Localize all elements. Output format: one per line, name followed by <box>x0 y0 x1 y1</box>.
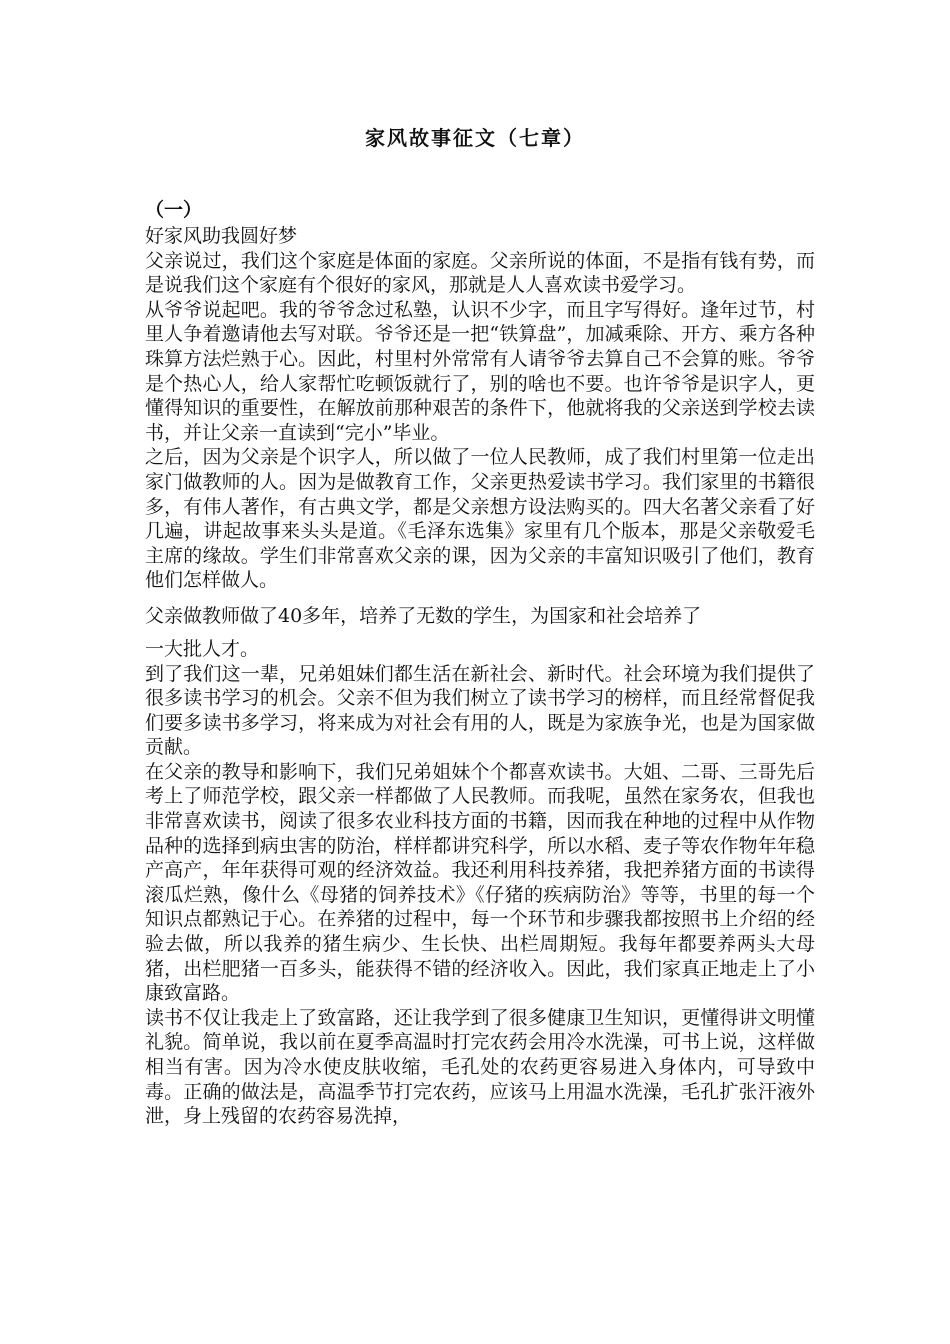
document-title: 家风故事征文（七章） <box>365 126 585 150</box>
paragraph: 到了我们这一辈，兄弟姐妹们都生活在新社会、新时代。社会环境为我们提供了很多读书学习的机会。父亲不但为我们树立了读书学习的榜样，而且经常督促我们要多读书多学习，将来成为对社会有用的人，既是为家族争光，也是为国家做贡献。 <box>145 662 815 759</box>
document-body <box>145 198 815 1129</box>
section-title: 好家风助我圆好梦 <box>145 225 298 247</box>
paragraph: 从爷爷说起吧。我的爷爷念过私塾，认识不少字，而且字写得好。逢年过节，村里人争着邀请他去写对联。爷爷还是一把“铁算盘”，加减乘除、开方、乘方各种珠算方法烂熟于心。因此，村里村外常常有人请爷爷去算自己不会算的账。爷爷是个热心人，给人家帮忙吃顿饭就行了，别的啥也不要。也许爷爷是识字人，更懂得知识的重要性，在解放前那种艰苦的条件下，他就将我的父亲送到学校去读书，并让父亲一直读到“完小”毕业。 <box>145 298 815 444</box>
paragraph: 之后，因为父亲是个识字人，所以做了一位人民教师，成了我们村里第一位走出家门做教师的人。因为是做教育工作，父亲更热爱读书学习。我们家里的书籍很多，有伟人著作，有古典文学，都是父亲想方设法购买的。四大名著父亲看了好几遍，讲起故事来头头是道。《毛泽东选集》家里有几个版本，那是父亲敬爱毛主席的缘故。学生们非常喜欢父亲的课，因为父亲的丰富知识吸引了他们，教育他们怎样做人。 <box>145 446 815 592</box>
chapter-label: （一） <box>145 199 203 221</box>
paragraph: 读书不仅让我走上了致富路，还让我学到了很多健康卫生知识，更懂得讲文明懂礼貌。简单说，我以前在夏季高温时打完农药会用冷水洗澡，可书上说，这样做相当有害。因为冷水使皮肤收缩，毛孔处的农药更容易进入身体内，可导致中毒。正确的做法是，高温季节打完农药，应该马上用温水洗澡，毛孔扩张汗液外泄，身上残留的农药容易洗掉， <box>145 1006 815 1128</box>
paragraph: 一大批人才。 <box>145 637 260 660</box>
paragraph: 父亲说过，我们这个家庭是体面的家庭。父亲所说的体面，不是指有钱有势，而是说我们这个家庭有个很好的家风，那就是人人喜欢读书爱学习。 <box>145 249 815 297</box>
paragraph: 在父亲的教导和影响下，我们兄弟姐妹个个都喜欢读书。大姐、二哥、三哥先后考上了师范学校，跟父亲一样都做了人民教师。而我呢，虽然在家务农，但我也非常喜欢读书，阅读了很多农业科技方面的书籍，因而我在种地的过程中从作物品种的选择到病虫害的防治，样样都讲究科学，所以水稻、麦子等农作物年年稳产高产，年年获得可观的经济效益。我还利用科技养猪，我把养猪方面的书读得滚瓜烂熟，像什么《母猪的饲养技术》《仔猪的疾病防治》等等，书里的每一个知识点都熟记于心。在养猪的过程中，每一个环节和步骤我都按照书上介绍的经验去做，所以我养的猪生病少、生长快、出栏周期短。我每年都要养两头大母猪，出栏肥猪一百多头，能获得不错的经济收入。因此，我们家真正地走上了小康致富路。 <box>145 760 815 1005</box>
paragraph: 父亲做教师做了40多年，培养了无数的学生，为国家和社会培养了 <box>145 604 702 627</box>
